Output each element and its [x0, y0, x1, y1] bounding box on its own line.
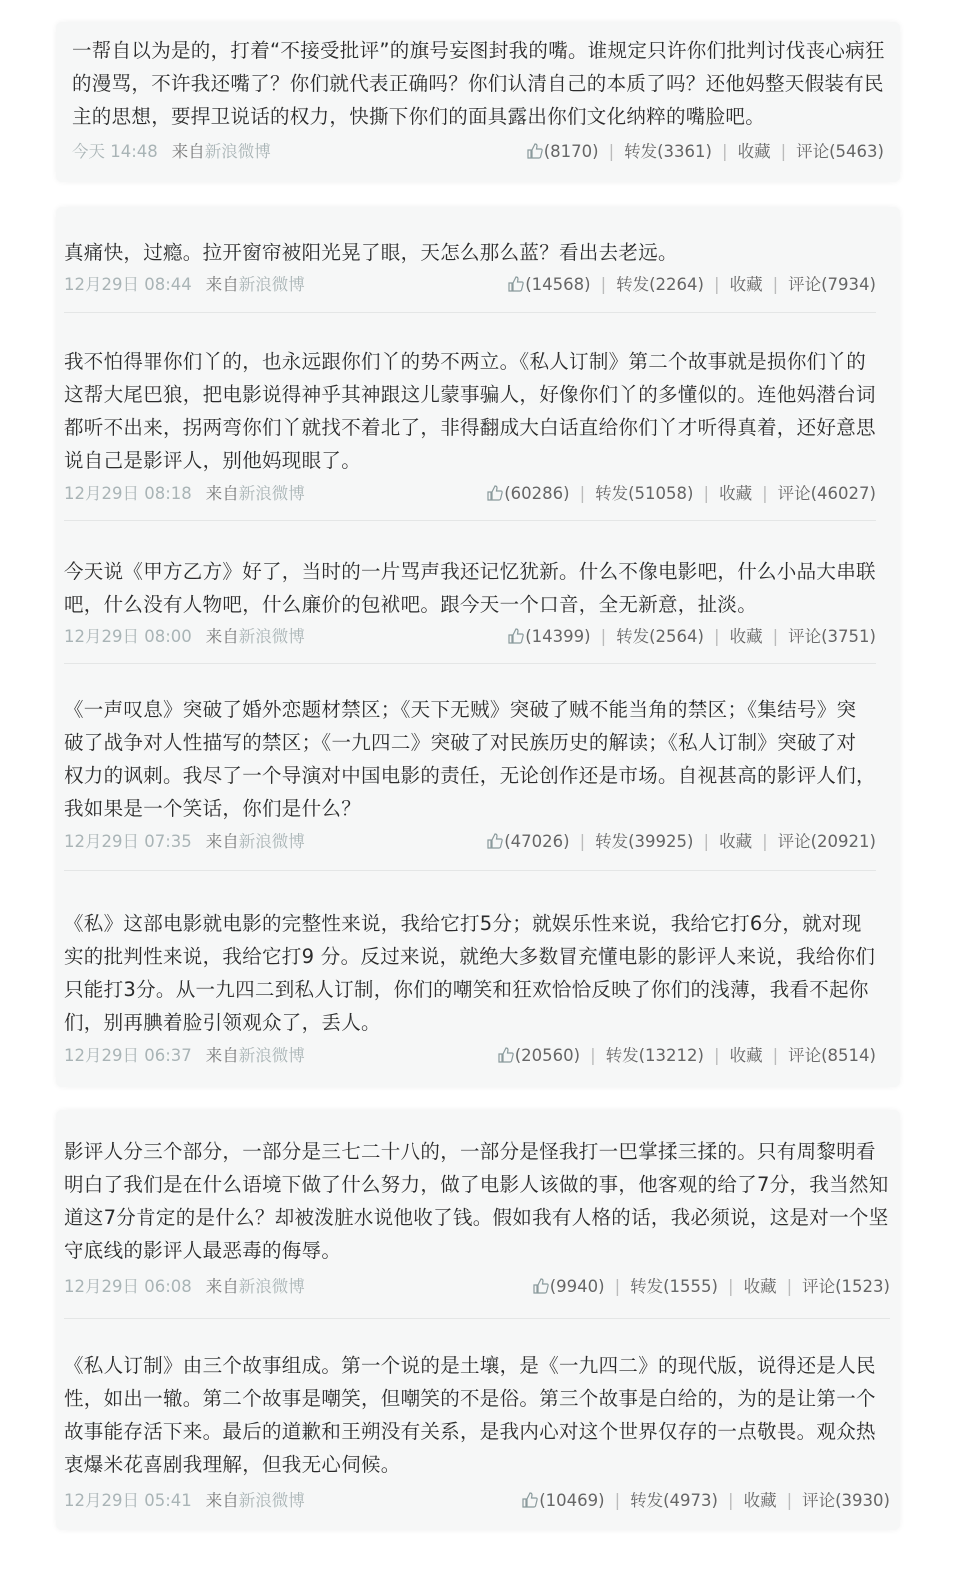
repost-button[interactable]: 转发(51058) [595, 484, 694, 503]
repost-button[interactable]: 转发(3361) [624, 142, 712, 161]
like-count: (9940) [549, 1277, 605, 1296]
source-prefix: 来自 [171, 142, 205, 161]
post-actions: (10469) | 转发(4973) | 收藏 | 评论(3930) [522, 1487, 890, 1515]
like-count: (60286) [504, 484, 570, 503]
post-time: 12月29日 06:08 [64, 1277, 192, 1296]
divider [64, 520, 876, 521]
divider [64, 312, 876, 313]
comment-button[interactable]: 评论(46027) [777, 484, 876, 503]
like-button[interactable] [508, 627, 590, 646]
favorite-button[interactable]: 收藏 [743, 1277, 777, 1296]
like-count: (10469) [539, 1491, 605, 1510]
source-link[interactable]: 新浪微博 [238, 1277, 305, 1296]
source-link[interactable]: 新浪微博 [238, 832, 305, 851]
post-meta [72, 138, 271, 166]
comment-button[interactable]: 评论(5463) [796, 142, 884, 161]
post-actions: (14399) | 转发(2564) | 收藏 | 评论(3751) [508, 623, 876, 651]
like-button[interactable] [522, 1491, 604, 1510]
post-text: 影评人分三个部分，一部分是三七二十八的，一部分是怪我打一巴掌揉三揉的。只有周黎明看明白了我们是在什么语境下做了什么努力，做了电影人该做的事，他客观的给了7分，我当然知道这7分肯定的是什么？却被泼脏水说他收了钱。假如我有人格的话，我必须说，这是对一个坚守底线的影评人最恶毒的侮辱。 [64, 1140, 889, 1262]
thumbs-up-icon [487, 485, 503, 501]
like-count: (20560) [514, 1046, 581, 1065]
post-actions: (60286) | 转发(51058) | 收藏 | 评论(46027) [487, 480, 876, 508]
like-count: (47026) [504, 832, 570, 851]
comment-button[interactable]: 评论(3751) [788, 627, 876, 646]
source-link[interactable]: 新浪微博 [204, 142, 271, 161]
source-link[interactable]: 新浪微博 [238, 627, 305, 646]
source-prefix: 来自 [205, 484, 239, 503]
source-prefix: 来自 [205, 832, 239, 851]
post-time: 12月29日 08:44 [64, 275, 192, 294]
post-actions: (8170) | 转发(3361) | 收藏 | 评论(5463) [527, 138, 884, 166]
post-text: 《私人订制》由三个故事组成。第一个说的是土壤，是《一九四二》的现代版，说得还是人民性，如出一辙。第二个故事是嘲笑，但嘲笑的不是俗。第三个故事是白给的，为的是让第一个故事能存活下来。最后的道歉和王朔没有关系，是我内心对这个世界仅存的一点敬畏。观众热衷爆米花喜剧我理解，但我无心伺候。 [64, 1354, 876, 1476]
comment-button[interactable]: 评论(1523) [802, 1277, 890, 1296]
post-time: 12月29日 06:37 [64, 1046, 192, 1065]
source-prefix: 来自 [205, 1277, 239, 1296]
comment-button[interactable]: 评论(8514) [788, 1046, 876, 1065]
post-time: 今天 14:48 [72, 142, 158, 161]
repost-button[interactable]: 转发(39925) [595, 832, 694, 851]
post-meta [64, 480, 305, 508]
repost-button[interactable]: 转发(4973) [630, 1491, 718, 1510]
post-text: 真痛快，过瘾。拉开窗帘被阳光晃了眼，天怎么那么蓝？看出去老远。 [64, 241, 678, 264]
like-button[interactable] [508, 275, 590, 294]
divider [64, 1318, 890, 1319]
thumbs-up-icon [527, 143, 543, 159]
post-text: 《私》这部电影就电影的完整性来说，我给它打5分；就娱乐性来说，我给它打6分，就对现实的批判性来说，我给它打9 分。反过来说，就绝大多数冒充懂电影的影评人来说，我给你们只能打3分。从一九四二到私人订制，你们的嘲笑和狂欢恰恰反映了你们的浅薄，我看不起你们，别再腆着脸引领观众了，丢人。 [64, 912, 876, 1034]
source-link[interactable]: 新浪微博 [238, 484, 305, 503]
post-actions: (9940) | 转发(1555) | 收藏 | 评论(1523) [533, 1273, 890, 1301]
post-text: 今天说《甲方乙方》好了，当时的一片骂声我还记忆犹新。什么不像电影吧，什么小品大串联吧，什么没有人物吧，什么廉价的包袱吧。跟今天一个口音，全无新意，扯淡。 [64, 560, 876, 616]
post-actions: (14568) | 转发(2264) | 收藏 | 评论(7934) [508, 271, 876, 299]
like-button[interactable] [527, 142, 599, 161]
divider [64, 663, 876, 664]
post-time: 12月29日 07:35 [64, 832, 192, 851]
comment-button[interactable]: 评论(3930) [802, 1491, 890, 1510]
post-meta [64, 623, 305, 651]
favorite-button[interactable]: 收藏 [729, 627, 763, 646]
post-time: 12月29日 08:18 [64, 484, 192, 503]
thumbs-up-icon [508, 628, 524, 644]
comment-button[interactable]: 评论(20921) [777, 832, 876, 851]
source-prefix: 来自 [205, 275, 239, 294]
repost-button[interactable]: 转发(13212) [605, 1046, 704, 1065]
repost-button[interactable]: 转发(2564) [616, 627, 704, 646]
source-prefix: 来自 [205, 627, 239, 646]
post-meta [64, 828, 305, 856]
post-meta [64, 1487, 305, 1515]
post-text: 《一声叹息》突破了婚外恋题材禁区；《天下无贼》突破了贼不能当角的禁区；《集结号》突破了战争对人性描写的禁区；《一九四二》突破了对民族历史的解读；《私人订制》突破了对权力的讽刺。我尽了一个导演对中国电影的责任，无论创作还是市场。自视甚高的影评人们，我如果是一个笑话，你们是什么？ [64, 698, 876, 820]
source-link[interactable]: 新浪微博 [238, 275, 305, 294]
post-meta [64, 1273, 305, 1301]
comment-button[interactable]: 评论(7934) [788, 275, 876, 294]
thumbs-up-icon [533, 1278, 549, 1294]
like-button[interactable] [487, 832, 569, 851]
thumbs-up-icon [487, 833, 503, 849]
thumbs-up-icon [498, 1047, 514, 1063]
source-link[interactable]: 新浪微博 [238, 1491, 305, 1510]
post-actions: (47026) | 转发(39925) | 收藏 | 评论(20921) [487, 828, 876, 856]
like-button[interactable] [487, 484, 569, 503]
favorite-button[interactable]: 收藏 [729, 1046, 763, 1065]
thumbs-up-icon [508, 276, 524, 292]
thumbs-up-icon [522, 1492, 538, 1508]
post-text: 我不怕得罪你们丫的，也永远跟你们丫的势不两立。《私人订制》第二个故事就是损你们丫的这帮大尾巴狼，把电影说得神乎其神跟这儿蒙事骗人，好像你们丫的多懂似的。连他妈潜台词都听不出来，拐两弯你们丫就找不着北了，非得翻成大白话直给你们丫才听得真着，还好意思说自己是影评人，别他妈现眼了。 [64, 350, 876, 472]
repost-button[interactable]: 转发(2264) [616, 275, 704, 294]
like-count: (14399) [525, 627, 591, 646]
source-prefix: 来自 [205, 1491, 239, 1510]
favorite-button[interactable]: 收藏 [719, 832, 753, 851]
source-link[interactable]: 新浪微博 [238, 1046, 305, 1065]
favorite-button[interactable]: 收藏 [743, 1491, 777, 1510]
repost-button[interactable]: 转发(1555) [630, 1277, 718, 1296]
post-meta [64, 271, 305, 299]
post-text: 一帮自以为是的，打着“不接受批评”的旗号妄图封我的嘴。谁规定只许你们批判讨伐丧心病狂的漫骂，不许我还嘴了？你们就代表正确吗？你们认清自己的本质了吗？还他妈整天假装有民主的思想，要捍卫说话的权力，快撕下你们的面具露出你们文化纳粹的嘴脸吧。 [72, 39, 885, 128]
like-button[interactable] [533, 1277, 605, 1296]
post-actions: (20560) | 转发(13212) | 收藏 | 评论(8514) [498, 1042, 876, 1070]
like-button[interactable] [498, 1046, 580, 1065]
like-count: (8170) [543, 142, 599, 161]
favorite-button[interactable]: 收藏 [737, 142, 771, 161]
post-meta [64, 1042, 305, 1070]
source-prefix: 来自 [205, 1046, 239, 1065]
favorite-button[interactable]: 收藏 [729, 275, 763, 294]
post-time: 12月29日 05:41 [64, 1491, 192, 1510]
like-count: (14568) [525, 275, 591, 294]
post-time: 12月29日 08:00 [64, 627, 192, 646]
favorite-button[interactable]: 收藏 [719, 484, 753, 503]
divider [64, 870, 876, 871]
